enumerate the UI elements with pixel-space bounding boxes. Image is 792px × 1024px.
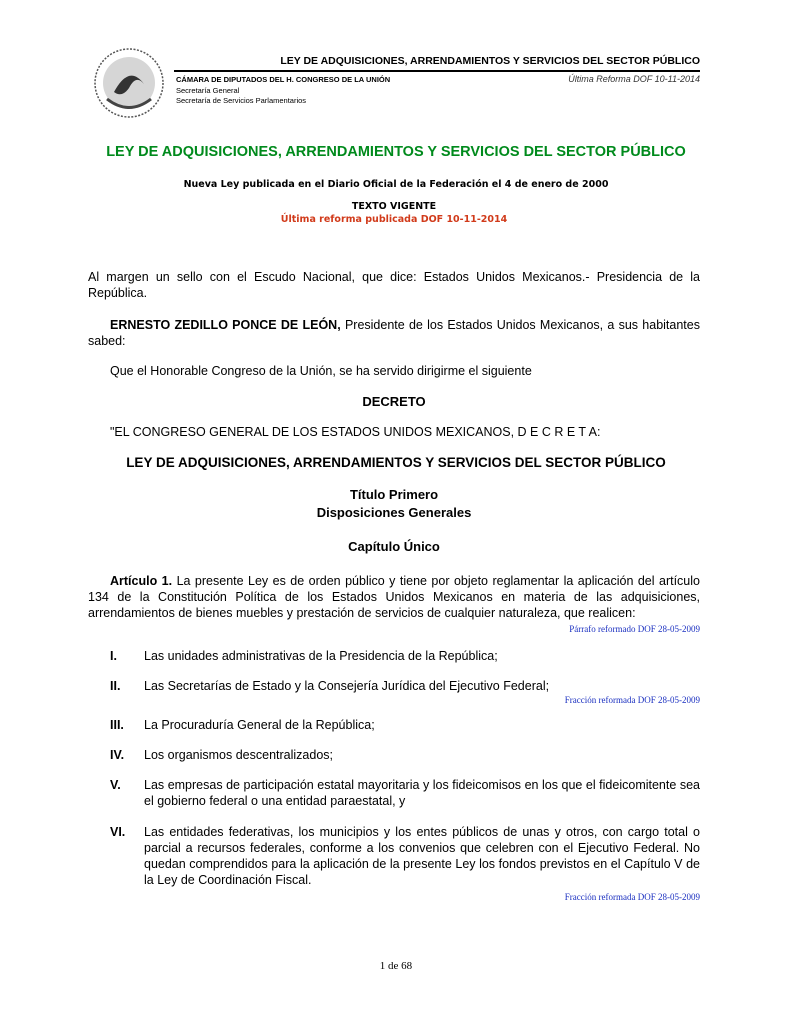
header-title: LEY DE ADQUISICIONES, ARRENDAMIENTOS Y SERVICIOS DEL SECTOR PÚBLICO	[280, 55, 700, 67]
page-number: 1 de 68	[379, 960, 413, 972]
header-secretaria: Secretaría General	[176, 86, 240, 95]
header-servicios: Secretaría de Servicios Parlamentarios	[176, 96, 307, 105]
item-number: V.	[110, 778, 121, 792]
item-text: Los organismos descentralizados;	[144, 748, 333, 762]
disposiciones-heading: Disposiciones Generales	[316, 505, 472, 520]
paragraph-president	[88, 317, 700, 349]
item-number: VI.	[110, 825, 126, 839]
item-text: Las empresas de participación estatal mayoritaria y los fideicomisos en los que el fideicomitente sea el gobierno federal o una entidad paraestatal, y	[144, 778, 700, 808]
article-text: La presente Ley es de orden público y tiene por objeto reglamentar la aplicación del artículo 134 de la Constitución Política de los Estados Unidos Mexicanos en materia de las adquisiciones, arrendamientos de bienes muebles y prestación de servicios de cualquier naturaleza, que realicen:	[88, 574, 700, 620]
last-reform-line: Última reforma publicada DOF 10-11-2014	[280, 214, 508, 225]
item-number: I.	[110, 649, 117, 663]
publication-line: Nueva Ley publicada en el Diario Oficial de la Federación el 4 de enero de 2000	[183, 179, 609, 190]
header-last-reform: Última Reforma DOF 10-11-2014	[568, 74, 700, 84]
decreto-heading: DECRETO	[362, 394, 426, 409]
header-chamber: CÁMARA DE DIPUTADOS DEL H. CONGRESO DE LA UNIÓN	[176, 75, 391, 84]
law-title: LEY DE ADQUISICIONES, ARRENDAMIENTOS Y SERVICIOS DEL SECTOR PÚBLICO	[126, 455, 666, 470]
item-text: Las entidades federativas, los municipios y los entes públicos de unas y otros, con cargo total o parcial a recursos federales, conforme a los convenios que celebren con el Ejecutivo Federal. No quedan comprendidos para la aplicación de la presente Ley los fondos previstos en el Capítulo V de la Ley de Coordinación Fiscal.	[144, 825, 700, 887]
president-name: ERNESTO ZEDILLO PONCE DE LEÓN,	[110, 318, 341, 332]
texto-vigente: TEXTO VIGENTE	[351, 201, 437, 212]
article-label: Artículo 1.	[110, 574, 173, 588]
reform-note: Párrafo reformado DOF 28-05-2009	[569, 624, 700, 634]
item-text: La Procuraduría General de la República;	[144, 718, 375, 732]
reform-note: Fracción reformada DOF 28-05-2009	[564, 892, 700, 902]
reform-note: Fracción reformada DOF 28-05-2009	[564, 695, 700, 705]
paragraph-decreta: "EL CONGRESO GENERAL DE LOS ESTADOS UNIDOS MEXICANOS, D E C R E T A:	[110, 425, 601, 439]
titulo-heading: Título Primero	[349, 487, 439, 502]
capitulo-heading: Capítulo Único	[348, 539, 440, 554]
header-divider	[174, 70, 700, 72]
item-number: III.	[110, 718, 124, 732]
national-seal-logo	[92, 44, 166, 122]
item-number: IV.	[110, 748, 125, 762]
document-title: LEY DE ADQUISICIONES, ARRENDAMIENTOS Y SERVICIOS DEL SECTOR PÚBLICO	[106, 144, 686, 160]
item-number: II.	[110, 679, 121, 693]
paragraph-congress: Que el Honorable Congreso de la Unión, se ha servido dirigirme el siguiente	[110, 364, 532, 378]
article-1	[88, 573, 700, 621]
item-text: Las unidades administrativas de la Presidencia de la República;	[144, 649, 498, 663]
item-text: Las Secretarías de Estado y la Consejería Jurídica del Ejecutivo Federal;	[144, 679, 550, 693]
president-text: Presidente de los Estados Unidos Mexicanos, a sus habitantes sabed:	[88, 318, 700, 348]
paragraph-seal: Al margen un sello con el Escudo Nacional, que dice: Estados Unidos Mexicanos.- Presidencia de la República.	[88, 270, 700, 300]
